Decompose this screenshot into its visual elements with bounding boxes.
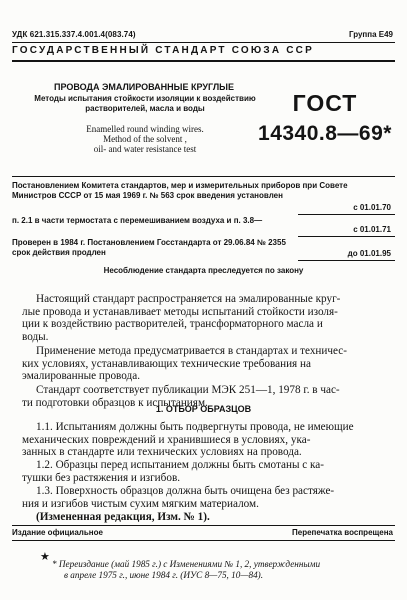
- date-underline: [298, 236, 395, 237]
- clause-1-1: [22, 421, 394, 459]
- clause-1-2: [22, 459, 394, 484]
- check-line: срок действия продлен: [12, 248, 106, 257]
- decree-line: Постановлением Комитета стандартов, мер и измерительных приборов при Совете: [12, 181, 348, 190]
- text-line: тушки без растяжения и изгибов.: [22, 471, 181, 484]
- intro-paragraph-1: [22, 293, 394, 343]
- gost-label: ГОСТ: [292, 90, 358, 116]
- text-line: ния и изгибов чистым сухим мягким материалом.: [22, 497, 259, 510]
- text-line: Применение метода предусматривается в стандартах и техничес-: [36, 345, 347, 357]
- revision-note: (Измененная редакция, Изм. № 1).: [36, 511, 210, 523]
- date-underline: [298, 260, 395, 261]
- text-line: воды.: [22, 330, 49, 343]
- date-underline: [298, 214, 395, 215]
- decree-line: Министров СССР от 15 мая 1969 г. № 563 срок введения установлен: [12, 191, 283, 200]
- title-block-rule: [12, 176, 395, 177]
- text-line: лые провода и устанавливает методы испытаний стойкости изоля-: [22, 305, 338, 318]
- footnote-line: * Переиздание (май 1985 г.) с Изменениями № 1, 2, утвержденными: [52, 559, 321, 569]
- standard-name-en: [40, 124, 250, 154]
- legal-notice: Несоблюдение стандарта преследуется по закону: [103, 266, 304, 275]
- subtitle-line: Методы испытания стойкости изоляции к воздействию: [34, 94, 256, 103]
- check-text: [12, 238, 397, 258]
- star-icon: ★: [40, 551, 50, 563]
- text-line: 1.3. Поверхность образцов должна быть очищена без растяже-: [36, 485, 335, 497]
- section-title: 1. ОТБОР ОБРАЗЦОВ: [155, 404, 252, 414]
- en-title-line: Enamelled round winding wires.: [86, 124, 204, 134]
- text-line: эмалированные провода.: [22, 370, 140, 383]
- text-line: Настоящий стандарт распространяется на эмалированные круг-: [36, 293, 341, 305]
- extension-date: до 01.01.95: [347, 249, 391, 258]
- standard-title: ГОСУДАРСТВЕННЫЙ СТАНДАРТ СОЮЗА ССР: [12, 45, 314, 56]
- header-bottom-rule: [12, 60, 395, 62]
- text-line: ти подготовки образцов к испытаниям.: [22, 396, 208, 409]
- text-line: ции к воздействию растворителей, трансформаторного масла и: [22, 318, 323, 331]
- clause-text: п. 2.1 в части термостата с перемешиванием воздуха и п. 3.8—: [12, 216, 263, 225]
- footer-rule-bottom: [12, 540, 395, 541]
- text-line: ких условиях, устанавливающих технические требования на: [22, 357, 311, 370]
- official-edition-label: Издание официальное: [12, 528, 103, 537]
- decree-text: [12, 181, 397, 201]
- check-line: Проверен в 1984 г. Постановлением Госстандарта от 29.06.84 № 2355: [12, 238, 286, 247]
- header-top-rule: [12, 42, 395, 43]
- clause-date: с 01.01.71: [353, 225, 391, 234]
- standard-subtitle-ru: [30, 94, 260, 114]
- footer-rule: [12, 525, 395, 526]
- udk-code: УДК 621.315.337.4.001.4(083.74): [12, 30, 136, 39]
- en-title-line: oil- and water resistance test: [93, 144, 197, 154]
- footnote-line: в апреле 1975 г., июне 1984 г. (ИУС 8—75, 10—84).: [64, 570, 264, 580]
- clause-1-3: [22, 485, 394, 510]
- text-line: 1.1. Испытаниям должны быть подвергнуты провода, не имеющие: [36, 421, 354, 433]
- gost-number: 14340.8—69*: [258, 122, 392, 145]
- group-code: Группа Е49: [348, 30, 393, 39]
- en-title-line: Method of the solvent ,: [103, 134, 187, 144]
- reissue-footnote: [52, 559, 320, 581]
- text-line: механических повреждений и хранившиеся в условиях, ука-: [22, 433, 311, 446]
- reprint-prohibited-label: Перепечатка воспрещена: [292, 528, 393, 537]
- text-line: занных в стандарте или технических условиях на провода.: [22, 446, 302, 459]
- standard-name-ru: ПРОВОДА ЭМАЛИРОВАННЫЕ КРУГЛЫЕ: [54, 82, 234, 92]
- intro-paragraph-2: [22, 345, 394, 383]
- text-line: Стандарт соответствует публикации МЭК 251—1, 1978 г. в час-: [36, 384, 340, 396]
- text-line: 1.2. Образцы перед испытанием должны быть смотаны с ка-: [36, 459, 324, 471]
- effective-date: с 01.01.70: [353, 203, 391, 212]
- subtitle-line: растворителей, масла и воды: [85, 104, 205, 113]
